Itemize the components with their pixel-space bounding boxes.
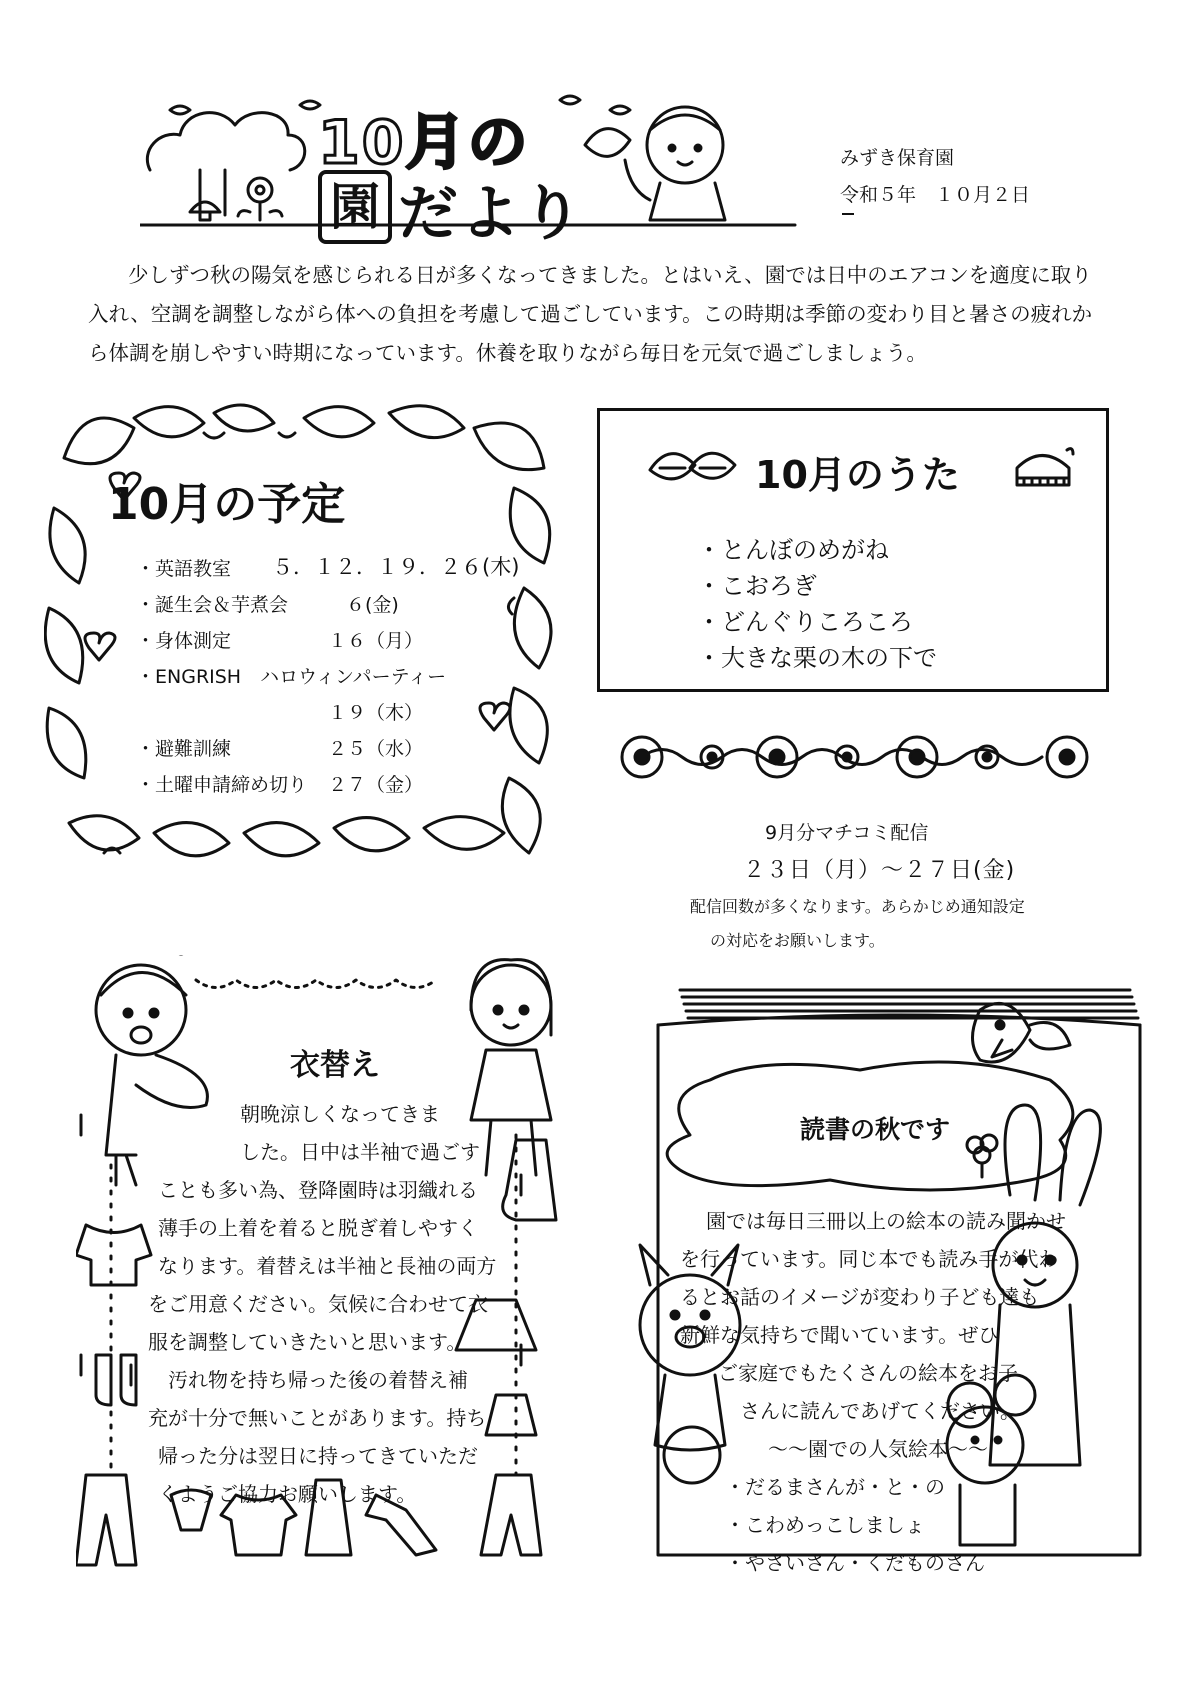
schedule-item-value: ５．１２．１９．２６(木) [272, 555, 520, 579]
notice-body [690, 890, 1110, 958]
songs-list [697, 532, 937, 676]
reading-title: 読書の秋です [800, 1115, 951, 1144]
koromogae-line: 汚れ物を持ち帰った後の着替え補 [148, 1368, 468, 1392]
schedule-item-value: １６（月） [328, 630, 424, 652]
schedule-item-value: ６(金) [346, 594, 399, 616]
reading-line: ご家庭でもたくさんの絵本をお子 [718, 1361, 1018, 1385]
notice-title: 9月分マチコミ配信 [765, 822, 929, 844]
schedule-item-value: ２７（金） [328, 774, 424, 796]
song-item: ・こおろぎ [697, 572, 817, 600]
newsletter-title-boxed-char: 園 [318, 170, 392, 244]
flower-vine-border [612, 728, 1102, 786]
koromogae-line: 薄手の上着を着ると脱ぎ着しやすく [158, 1216, 478, 1240]
koromogae-line: なります。着替えは半袖と長袖の両方 [158, 1254, 497, 1278]
schedule-item-label: ・身体測定 [136, 630, 232, 652]
newsletter-title-line2: だより [398, 179, 584, 249]
notice-body-line: の対応をお願いします。 [710, 931, 885, 950]
notice-dates: ２３日（月）～２７日(金) [743, 858, 1016, 883]
song-item: ・大きな栗の木の下で [697, 644, 937, 672]
reading-line: さんに読んであげてください。 [740, 1399, 1020, 1423]
notice-body-line: 配信回数が多くなります。あらかじめ通知設定 [690, 897, 1025, 916]
reading-line: 園では毎日三冊以上の絵本の読み聞かせ [706, 1209, 1066, 1233]
schedule-item-label: ・土曜申請締め切り [136, 774, 308, 796]
song-item: ・どんぐりころころ [697, 608, 913, 636]
org-name: みずき保育園 [840, 147, 955, 169]
koromogae-line: ことも多い為、登降園時は羽織れる [158, 1178, 478, 1202]
song-item: ・とんぼのめがね [697, 536, 889, 564]
koromogae-line: 充が十分で無いことがあります。持ち [148, 1406, 487, 1430]
reading-line: るとお話のイメージが変わり子ども達も [680, 1285, 1040, 1309]
koromogae-line: くようご協力お願いします。 [158, 1482, 417, 1506]
reading-line: ～～園での人気絵本～～ [768, 1437, 988, 1461]
koromogae-line: をご用意ください。気候に合わせて衣 [148, 1292, 488, 1316]
schedule-item-label: ・ENGRISH ハロウィンパーティー [136, 666, 447, 688]
koromogae-line: 朝晩涼しくなってきま [240, 1102, 440, 1126]
songs-title: 10月のうた [755, 453, 960, 497]
intro-paragraph: 少しずつ秋の陽気を感じられる日が多くなってきました。とはいえ、園では日中のエアコンを適度に取り入れ、空調を調整しながら体への負担を考慮して過ごしています。この時期は季節の変わり目と暑さの疲れから体調を崩しやすい時期になっています。休養を取りながら毎日を元気で過ごしましょう。 [88, 263, 1093, 365]
schedule-item-value: ２５（水） [328, 738, 424, 760]
reading-book-item: ・だるまさんが・と・の [725, 1475, 945, 1499]
koromogae-line: した。日中は半袖で過ごす [240, 1140, 480, 1164]
newsletter-title-line1: 10月の [318, 108, 530, 178]
reading-book-item: ・こわめっこしましょ [725, 1513, 925, 1537]
acorn-leaf-icon [645, 440, 745, 496]
schedule-item-label: ・誕生会＆芋煮会 [136, 594, 289, 616]
schedule-item-label: ・避難訓練 [136, 738, 232, 760]
piano-icon [1012, 440, 1076, 496]
reading-line: を行っています。同じ本でも読み手が代わ [680, 1247, 1059, 1271]
issue-date: 令和５年 １０月２日 [840, 184, 1031, 206]
koromogae-title: 衣替え [290, 1048, 380, 1083]
schedule-item-label: ・英語教室 [136, 558, 232, 580]
schedule-title: 10月の予定 [108, 479, 346, 530]
koromogae-line: 帰った分は翌日に持ってきていただ [158, 1444, 478, 1468]
reading-line: 新鮮な気持ちで聞いています。ぜひ [680, 1323, 999, 1347]
schedule-item-value: １９（木） [328, 702, 424, 724]
date-underline [842, 213, 854, 215]
reading-book-item: ・やさいさん・くだものさん [725, 1551, 985, 1575]
koromogae-line: 服を調整していきたいと思います。 [148, 1330, 467, 1354]
